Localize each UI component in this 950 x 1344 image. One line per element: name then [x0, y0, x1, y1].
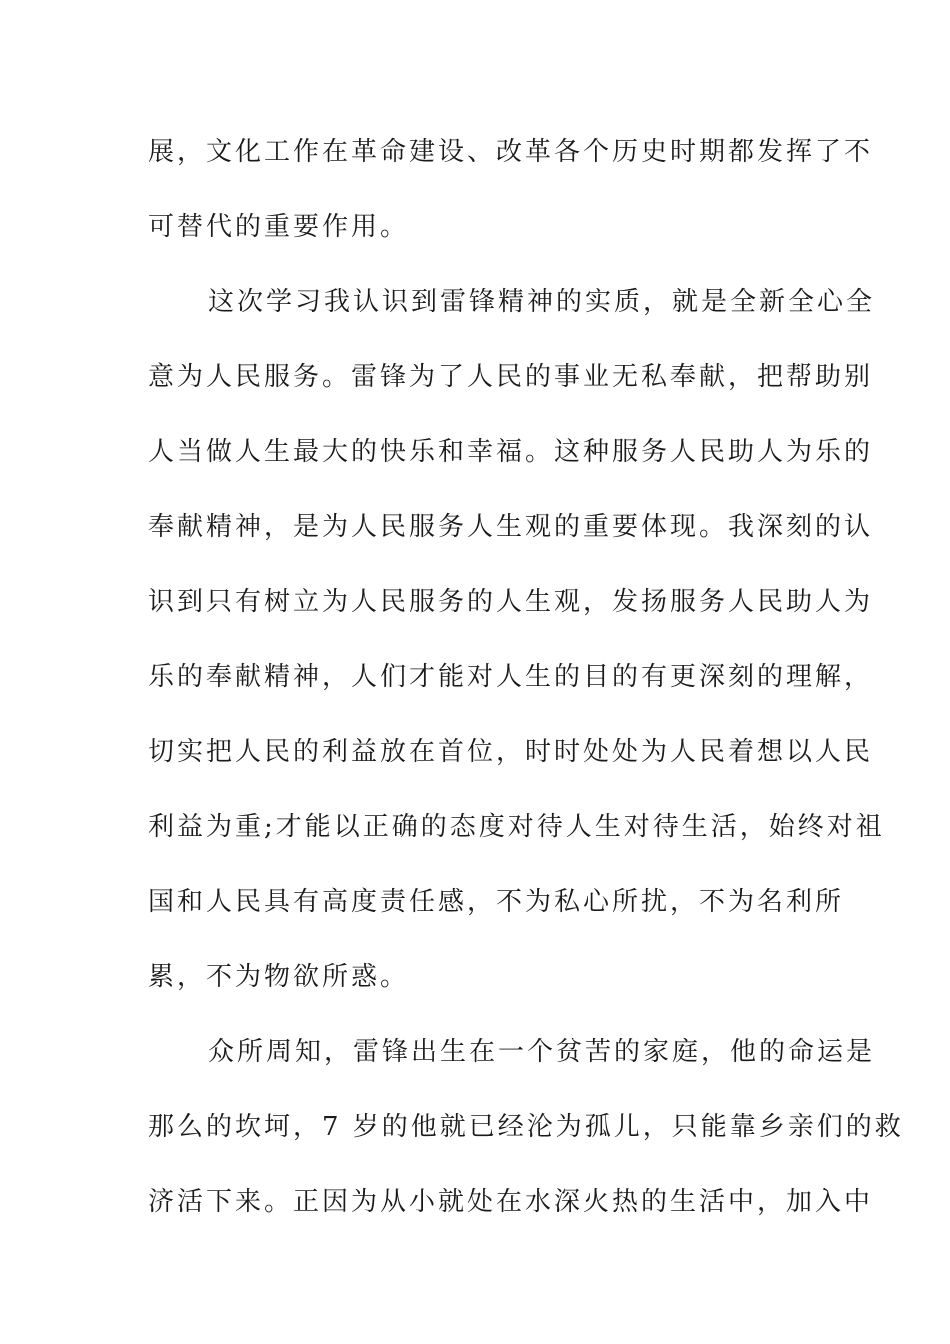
text-line-14: 那么的坎坷，7 岁的他就已经沦为孤儿，只能靠乡亲们的救	[148, 1112, 904, 1142]
text-line-9: 切实把人民的利益放在首位，时时处处为人民着想以人民	[148, 737, 874, 767]
text-line-8: 乐的奉献精神，人们才能对人生的目的有更深刻的理解，	[148, 662, 874, 692]
text-line-15: 济活下来。正因为从小就处在水深火热的生活中，加入中	[148, 1187, 874, 1217]
text-line-6: 奉献精神，是为人民服务人生观的重要体现。我深刻的认	[148, 512, 874, 542]
text-line-5: 人当做人生最大的快乐和幸福。这种服务人民助人为乐的	[148, 437, 874, 467]
text-line-11: 国和人民具有高度责任感，不为私心所扰，不为名利所	[148, 887, 845, 917]
paragraph-2-first-line: 这次学习我认识到雷锋精神的实质，就是全新全心全	[208, 287, 876, 317]
text-line-1: 展，文化工作在革命建设、改革各个历史时期都发挥了不	[148, 137, 874, 167]
text-line-7: 识到只有树立为人民服务的人生观，发扬服务人民助人为	[148, 587, 874, 617]
paragraph-3-first-line: 众所周知，雷锋出生在一个贫苦的家庭，他的命运是	[208, 1037, 876, 1067]
text-line-2: 可替代的重要作用。	[148, 212, 410, 242]
text-line-12: 累，不为物欲所惑。	[148, 962, 410, 992]
text-line-4: 意为人民服务。雷锋为了人民的事业无私奉献，把帮助别	[148, 362, 874, 392]
text-line-10: 利益为重;才能以正确的态度对待人生对待生活，始终对祖	[148, 812, 885, 842]
